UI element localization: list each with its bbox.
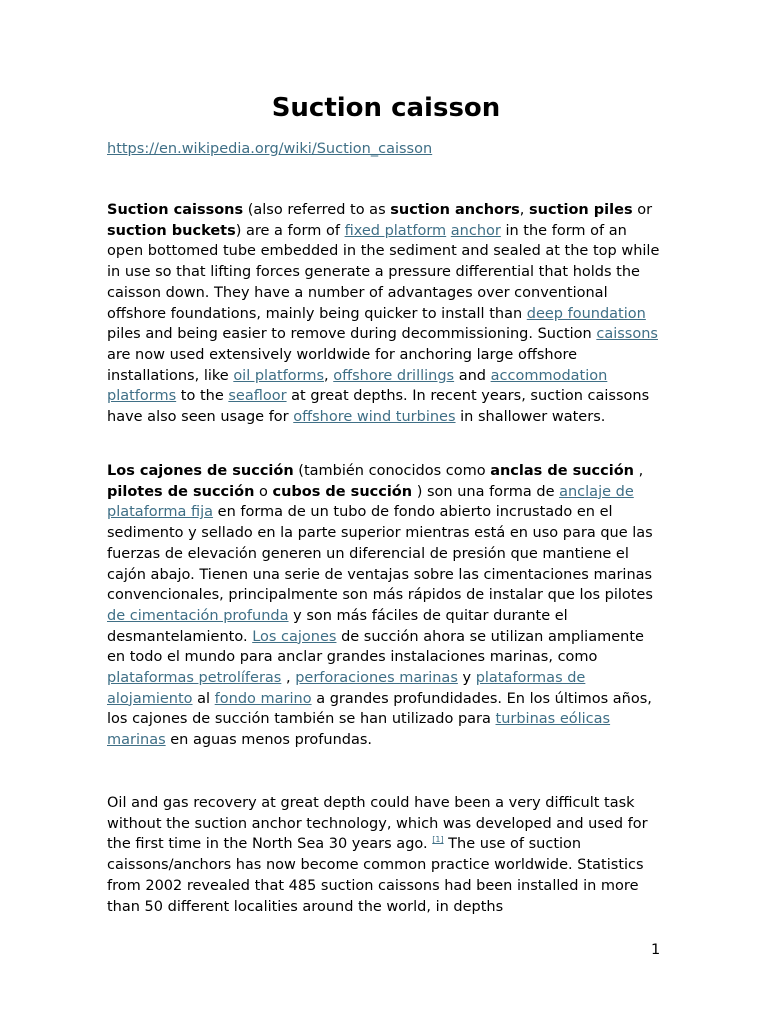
link-turbinas-eolicas-marinas[interactable]: turbinas eólicas marinas (107, 711, 611, 749)
source-url-link[interactable]: https://en.wikipedia.org/wiki/Suction_caisson (107, 141, 433, 157)
text-run: are now used extensively worldwide for anchoring large offshore installations, like (107, 346, 578, 384)
text-run: ) son una forma de (412, 483, 560, 500)
link-plataformas-petroliferas[interactable]: plataformas petrolíferas (107, 670, 282, 687)
bold-term: anclas de succión (490, 463, 634, 479)
bold-term: suction anchors (390, 202, 520, 218)
link-fondo-marino[interactable]: fondo marino (214, 690, 312, 707)
bold-term: Suction caissons (107, 202, 244, 218)
text-run: The use of suction caissons/anchors has now become common practice worldwide. Statistics from 2002 revealed that 485 suction caissons had been installed in more than 50 different localities around the world, in depths (107, 836, 644, 915)
link-anchor[interactable]: anchor (450, 222, 501, 239)
text-run: in shallower waters. (455, 409, 606, 426)
text-run: de succión ahora se utilizan ampliamente en todo el mundo para anclar grandes instalaciones marinas, como (107, 628, 644, 666)
page-title: Suction caisson (271, 93, 501, 123)
text-run: a grandes profundidades. En los últimos años, los cajones de succión también se han utilizado para (107, 690, 652, 728)
bold-term: Los cajones de succión (107, 463, 294, 479)
link-anclaje-plataforma-fija[interactable]: anclaje de plataforma fija (107, 483, 634, 521)
text-run: piles and being easier to remove during decommissioning. Suction (107, 326, 597, 343)
link-deep-foundation[interactable]: deep foundation (526, 305, 646, 322)
paragraph-oil-gas (107, 793, 665, 917)
link-offshore-drillings[interactable]: offshore drillings (333, 367, 455, 384)
text-run: to the (176, 388, 229, 405)
link-plataformas-alojamiento[interactable]: plataformas de alojamiento (107, 670, 586, 707)
text-run: Oil and gas recovery at great depth could have been a very difficult task without the suction anchor technology, which was developed and used for the first time in the North Sea 30 years ago. (107, 795, 648, 853)
bold-term: pilotes de succión (107, 483, 255, 500)
text-run: or (632, 202, 653, 218)
text-run: en forma de un tubo de fondo abierto incrustado en el sedimento y sellado en la parte superior mientras está en uso para que las fuerzas de elevación generen un diferencial de presión que mantiene el cajón abajo. Tienen una serie de ventajas sobre las cimentaciones marinas convencionales, principalmente son más rápidos de instalar que los pilotes (107, 504, 653, 604)
text-run: y son más fáciles de quitar durante el desmantelamiento. (107, 607, 568, 645)
text-run: en aguas menos profundas. (165, 732, 373, 749)
link-oil-platforms[interactable]: oil platforms (233, 367, 325, 384)
page-number: 1 (651, 942, 661, 958)
text-run: , (519, 202, 530, 218)
bold-term: suction piles (529, 202, 633, 218)
text-run: and (454, 367, 491, 384)
link-offshore-wind-turbines[interactable]: offshore wind turbines (293, 409, 456, 426)
source-link-line (107, 139, 432, 159)
text-run: al (192, 690, 215, 707)
text-run: (also referred to as (243, 202, 391, 218)
text-run: ) are a form of (235, 222, 345, 239)
bold-term: suction buckets (107, 222, 236, 239)
paragraph-english (107, 200, 665, 428)
link-seafloor[interactable]: seafloor (228, 388, 287, 405)
text-run: y (457, 670, 476, 687)
link-perforaciones-marinas[interactable]: perforaciones marinas (295, 670, 458, 687)
link-los-cajones[interactable]: Los cajones (252, 628, 337, 645)
link-accommodation-platforms[interactable]: accommodation platforms (107, 367, 608, 405)
reference-link[interactable]: [1] (432, 835, 444, 845)
link-fixed-platform[interactable]: fixed platform (344, 222, 447, 239)
paragraph-spanish (107, 461, 665, 751)
text-run: , (324, 367, 334, 384)
text-run: o (254, 483, 273, 500)
text-run: , (281, 670, 296, 687)
link-caissons[interactable]: caissons (596, 326, 658, 343)
text-run: (también conocidos como (293, 463, 491, 479)
text-run: in the form of an open bottomed tube embedded in the sediment and sealed at the top while in use so that lifting forces generate a pressure differential that holds the caisson down. They have a number of advantages over conventional offshore foundations, mainly being quicker to install than (107, 222, 660, 322)
link-cimentacion-profunda[interactable]: de cimentación profunda (107, 607, 289, 624)
text-run: , (634, 463, 644, 479)
text-run: at great depths. In recent years, suction caissons have also seen usage for (107, 388, 650, 426)
bold-term: cubos de succión (272, 483, 413, 500)
